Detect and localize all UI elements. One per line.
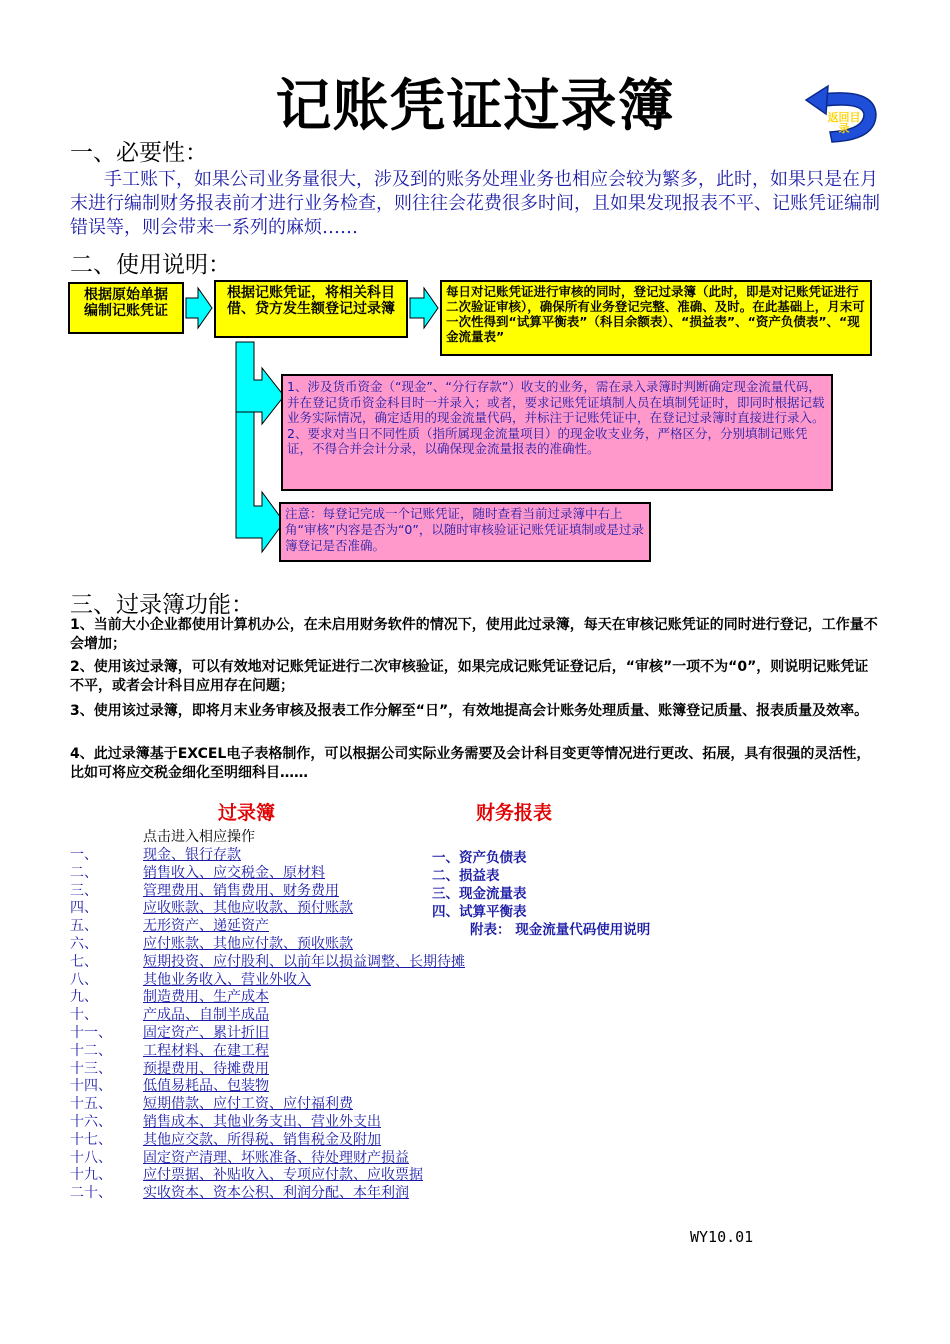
arrow-right-icon (184, 282, 214, 334)
ledger-row-number: 十、 (70, 1007, 98, 1024)
section1-heading: 一、必要性： (70, 140, 208, 166)
page-title: 记账凭证过录簿 (275, 73, 675, 139)
ledger-row-number: 六、 (70, 936, 98, 952)
function-item-1: 1、当前大小企业都使用计算机办公，在未启用财务软件的情况下，使用此过录簿，每天在审核记账凭证的同时进行登记，工作量不会增加； (70, 617, 878, 652)
report-link-trial-balance[interactable]: 四、试算平衡表 (432, 904, 527, 920)
ledger-link[interactable]: 产成品、自制半成品 (143, 1007, 269, 1024)
note-paragraph-1: 1、涉及货币资金（“现金”、“分行存款”）收支的业务，需在录入录簿时判断确定现金流量代码，并在登记货币资金科目时一并录入；或者，要求记账凭证填制人员在填制凭证时，即同时根据记载业务实际情况，确定适用的现金流量代码，并标注于记账凭证中，在登记过录簿时直接进行录入。 (287, 379, 825, 425)
back-button-label: 返回目录 (827, 111, 861, 135)
step-box-3: 每日对记账凭证进行审核的同时，登记过录簿（此时，即是对记账凭证进行二次验证审核），确保所有业务登记完整、准确、及时。在此基础上，月末可一次性得到“试算平衡表”（科目余额表）、“损益表”、“资产负债表”、“现金流量表” (440, 280, 872, 356)
ledger-row-number: 二十、 (70, 1185, 112, 1202)
ledger-link[interactable]: 固定资产清理、坏账准备、待处理财产损益 (143, 1149, 409, 1166)
ledger-hint: 点击进入相应操作 (143, 829, 255, 845)
step-box-1: 根据原始单据编制记账凭证 (68, 282, 184, 334)
ledger-row-number: 十六、 (70, 1114, 112, 1130)
ledger-row-number: 三、 (70, 882, 98, 899)
ledger-row-number: 四、 (70, 900, 98, 917)
section3-heading: 三、过录簿功能： (70, 592, 254, 618)
note-paragraph-2: 2、要求对当日不同性质（指所属现金流量项目）的现金收支业务，严格区分，分别填制记账凭证，不得合并会计分录，以确保现金流量报表的准确性。 (287, 425, 808, 456)
ledger-link[interactable]: 销售成本、其他业务支出、营业外支出 (143, 1114, 381, 1130)
function-item-2: 2、使用该过录簿，可以有效地对记账凭证进行二次审核验证，如果完成记账凭证登记后，“审核”一项不为“0”，则说明记账凭证不平，或者会计科目应用存在问题； (70, 659, 869, 694)
ledger-link[interactable]: 现金、银行存款 (143, 847, 241, 863)
report-link-balance-sheet[interactable]: 一、资产负债表 (432, 850, 527, 866)
ledger-link[interactable]: 工程材料、在建工程 (143, 1042, 269, 1059)
ledger-link[interactable]: 管理费用、销售费用、财务费用 (143, 882, 339, 899)
ledger-link[interactable]: 其他业务收入、营业外收入 (143, 971, 311, 988)
ledger-link[interactable]: 低值易耗品、包装物 (143, 1078, 269, 1095)
function-item-4: 4、此过录簿基于EXCEL电子表格制作，可以根据公司实际业务需要及会计科目变更等情况进行更改、拓展，具有很强的灵活性，比如可将应交税金细化至明细科目…… (70, 746, 871, 781)
ledger-link[interactable]: 制造费用、生产成本 (143, 989, 269, 1006)
note-box-cashflow (281, 374, 833, 491)
ledger-row-number: 九、 (70, 989, 98, 1006)
ledger-row-number: 八、 (70, 971, 98, 988)
section1-paragraph: 手工账下，如果公司业务量很大，涉及到的账务处理业务也相应会较为繁多，此时，如果只是在月末进行编制财务报表前才进行业务检查，则往往会花费很多时间，且如果发现报表不平、记账凭证编制错误等，则会带来一系列的麻烦…… (70, 169, 880, 238)
report-link-appendix[interactable]: 附表： 现金流量代码使用说明 (470, 922, 651, 938)
ledger-row-number: 七、 (70, 953, 98, 970)
version-label: WY10.01 (690, 1228, 754, 1246)
arrow-right-icon-2 (408, 282, 440, 334)
ledger-row-number: 十五、 (70, 1096, 112, 1113)
ledger-link[interactable]: 应付票据、补贴收入、专项应付款、应收票据 (143, 1167, 423, 1184)
ledger-row-number: 十一、 (70, 1025, 112, 1041)
function-item-3: 3、使用该过录簿，即将月末业务审核及报表工作分解至“日”，有效地提高会计账务处理质量、账簿登记质量、报表质量及效率。 (70, 703, 869, 719)
ledger-row-number: 十八、 (70, 1149, 112, 1166)
ledger-link[interactable]: 固定资产、累计折旧 (143, 1025, 269, 1041)
ledger-row-number: 十三、 (70, 1060, 112, 1077)
ledger-row-number: 二、 (70, 864, 98, 881)
ledger-link[interactable]: 其他应交款、所得税、销售税金及附加 (143, 1131, 381, 1148)
ledger-row-number: 十七、 (70, 1131, 112, 1148)
ledger-link[interactable]: 实收资本、资本公积、利润分配、本年利润 (143, 1185, 409, 1202)
section1-text (70, 168, 890, 240)
ledger-link[interactable]: 短期投资、应付股利、以前年以损益调整、长期待摊 (143, 953, 465, 970)
ledger-link[interactable]: 短期借款、应付工资、应付福利费 (143, 1096, 353, 1113)
reports-heading: 财务报表 (476, 802, 553, 824)
report-link-income[interactable]: 二、损益表 (432, 868, 500, 884)
ledger-link[interactable]: 无形资产、递延资产 (143, 918, 269, 935)
ledger-row-number: 十二、 (70, 1042, 112, 1059)
step-box-2: 根据记账凭证，将相关科目借、贷方发生额登记过录簿 (214, 280, 408, 338)
ledger-row-number: 十九、 (70, 1167, 112, 1184)
ledger-row-number: 五、 (70, 918, 98, 935)
ledger-link[interactable]: 应收账款、其他应收款、预付账款 (143, 900, 353, 917)
ledger-heading: 过录簿 (218, 802, 276, 824)
ledger-link[interactable]: 预提费用、待摊费用 (143, 1060, 269, 1077)
note-box-audit: 注意：每登记完成一个记账凭证，随时查看当前过录簿中右上角“审核”内容是否为“0”，以随时审核验证记账凭证填制或是过录簿登记是否准确。 (279, 502, 651, 562)
report-link-cashflow[interactable]: 三、现金流量表 (432, 886, 527, 902)
ledger-link[interactable]: 应付账款、其他应付款、预收账款 (143, 936, 353, 952)
section2-heading: 二、使用说明： (70, 252, 231, 278)
back-to-index-button[interactable] (802, 84, 880, 146)
ledger-row-number: 一、 (70, 847, 98, 863)
ledger-link[interactable]: 销售收入、应交税金、原材料 (143, 864, 325, 881)
ledger-row-number: 十四、 (70, 1078, 112, 1095)
